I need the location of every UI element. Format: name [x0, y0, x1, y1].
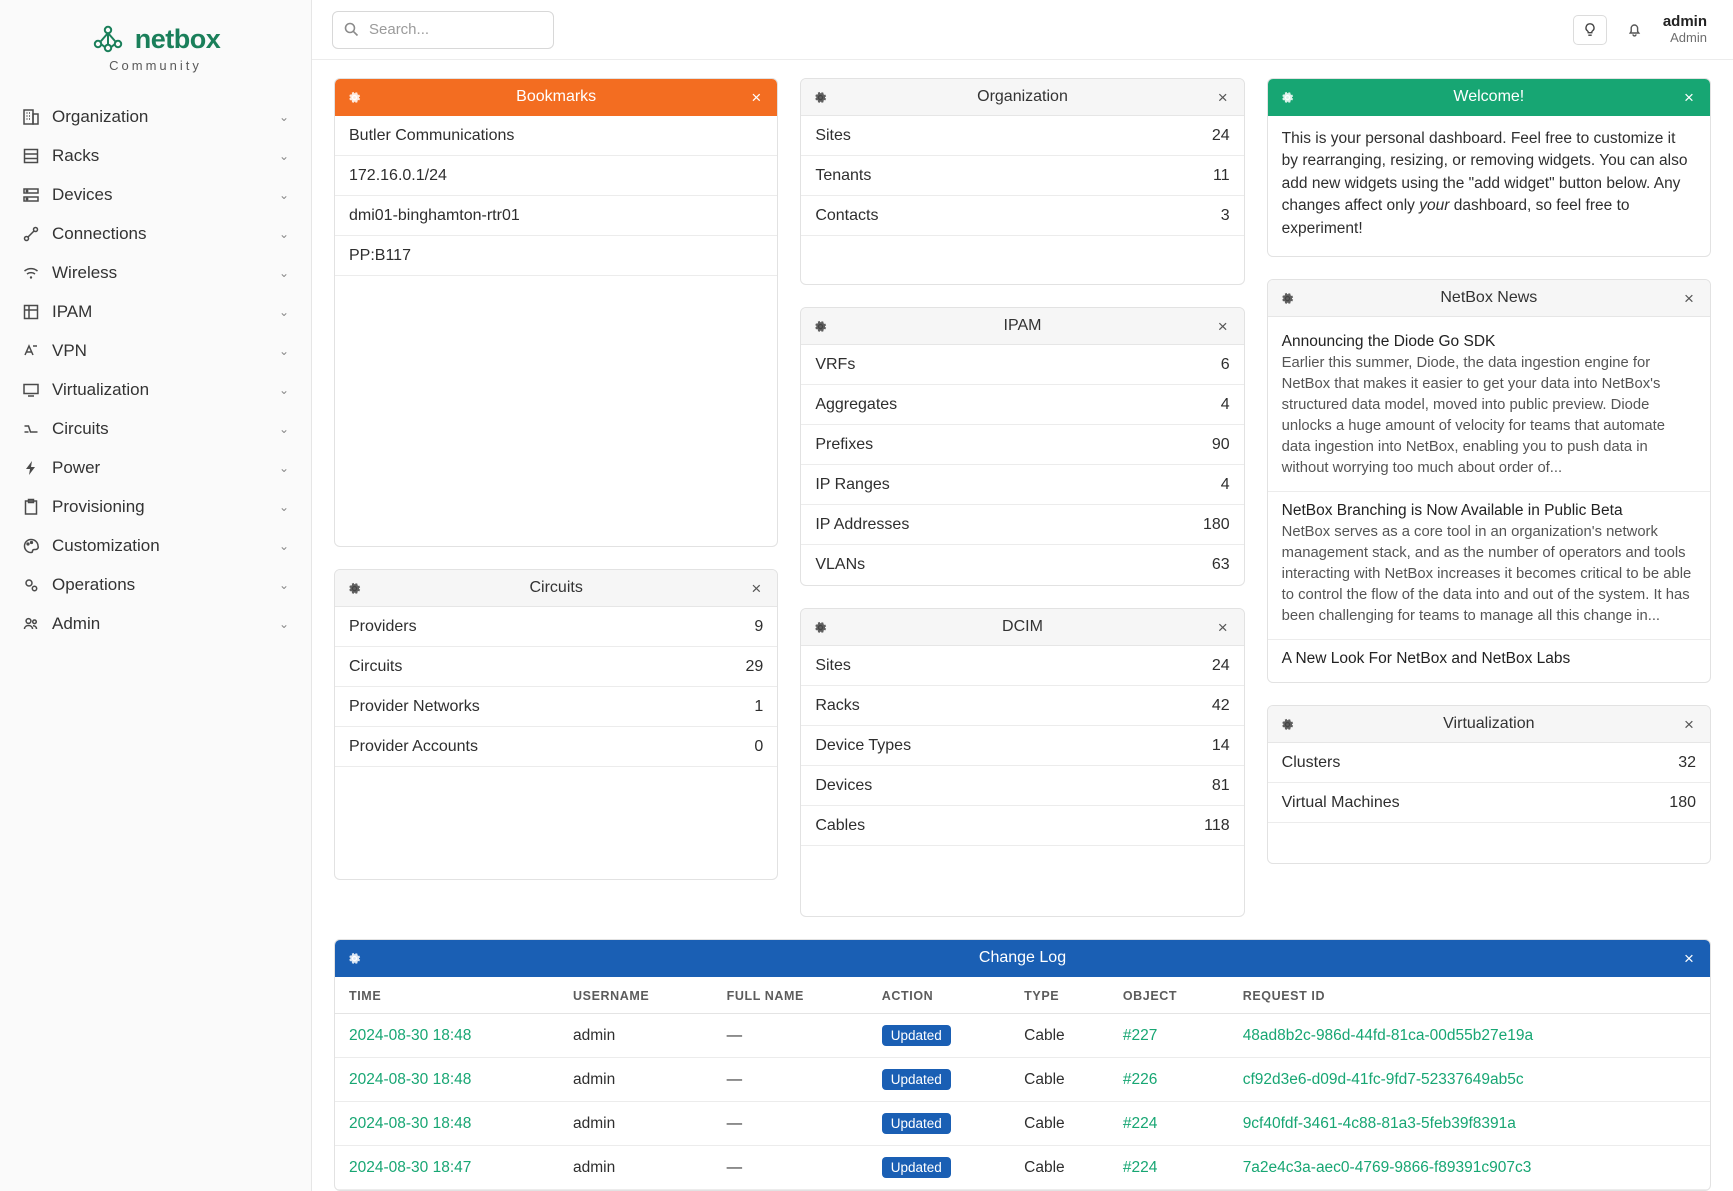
stat-value: 42: [1211, 696, 1230, 714]
stat-row[interactable]: [801, 385, 1243, 425]
changelog-time[interactable]: 2024-08-30 18:47: [349, 1158, 472, 1176]
stat-value: 0: [754, 737, 764, 755]
stat-value: 4: [1220, 475, 1230, 493]
stat-label: Aggregates: [815, 395, 898, 413]
widget-title: Organization: [977, 88, 1068, 105]
changelog-type: Cable: [1010, 1014, 1109, 1058]
stat-label: Prefixes: [815, 435, 874, 453]
bookmark-label: Butler Communications: [349, 126, 515, 144]
stat-value: 180: [1669, 793, 1696, 811]
search-input[interactable]: [332, 11, 554, 49]
changelog-username: admin: [559, 1014, 713, 1058]
column-header-action[interactable]: ACTION: [868, 977, 1010, 1014]
sidebar-item-label: Wireless: [52, 262, 118, 282]
users-icon: [18, 615, 44, 633]
stat-row[interactable]: [335, 727, 777, 767]
palette-icon: [18, 537, 44, 555]
cogs-icon: [18, 576, 44, 594]
bookmark-label: 172.16.0.1/24: [349, 166, 447, 184]
brand-subtitle: Community: [109, 58, 202, 73]
sidebar-item-label: VPN: [52, 340, 87, 360]
stat-value: 14: [1211, 736, 1230, 754]
close-icon[interactable]: ×: [751, 87, 762, 107]
changelog-request-id[interactable]: 7a2e4c3a-aec0-4769-9866-f89391c907c3: [1242, 1158, 1532, 1176]
stat-label: Provider Accounts: [349, 737, 478, 755]
welcome-text-part2: dashboard, so feel free to experiment!: [1281, 197, 1630, 237]
widget-ipam: [800, 307, 1244, 586]
list-item[interactable]: [335, 196, 777, 236]
stat-row[interactable]: [1268, 783, 1710, 823]
dashboard-column-3: [1267, 78, 1711, 864]
chevron-down-icon: ⌄: [278, 343, 289, 358]
welcome-text: [1268, 116, 1710, 256]
sidebar-item-label: Power: [52, 457, 101, 477]
chevron-down-icon: ⌄: [278, 382, 289, 397]
stat-label: IP Ranges: [815, 475, 890, 493]
stat-label: Device Types: [815, 736, 912, 754]
close-icon[interactable]: ×: [1684, 948, 1694, 968]
sidebar-item-operations[interactable]: [0, 565, 311, 604]
bookmark-list: [335, 116, 777, 546]
sidebar-item-vpn[interactable]: [0, 331, 311, 370]
dashboard-column-2: [800, 78, 1244, 917]
sidebar-item-label: Virtualization: [52, 379, 150, 399]
changelog-time[interactable]: 2024-08-30 18:48: [349, 1114, 472, 1132]
bookmark-label: dmi01-binghamton-rtr01: [349, 206, 520, 224]
stat-row[interactable]: [801, 465, 1243, 505]
connections-icon: [18, 225, 44, 243]
column-header-request-id[interactable]: REQUEST ID: [1229, 977, 1710, 1014]
main-area: [312, 0, 1733, 1191]
stat-row[interactable]: [801, 646, 1243, 686]
stat-row[interactable]: [801, 726, 1243, 766]
news-item[interactable]: [1268, 640, 1710, 682]
widget-header: [1268, 280, 1710, 317]
widget-title: DCIM: [1002, 618, 1043, 635]
widget-title: Virtualization: [1443, 715, 1535, 733]
sidebar-item-provisioning[interactable]: [0, 487, 311, 526]
column-header-fullname[interactable]: FULL NAME: [713, 977, 868, 1014]
stat-row[interactable]: [335, 687, 777, 727]
stat-label: Provider Networks: [349, 697, 480, 715]
sidebar-item-circuits[interactable]: [0, 409, 311, 448]
status-badge: Updated: [882, 1069, 951, 1090]
widget-title: Welcome!: [1453, 88, 1525, 105]
chevron-down-icon: ⌄: [278, 187, 289, 202]
gear-icon[interactable]: [347, 90, 365, 105]
stat-row[interactable]: [801, 425, 1243, 465]
monitor-icon: [18, 381, 44, 399]
user-name: admin: [1662, 13, 1707, 31]
table-row[interactable]: [335, 1146, 1710, 1190]
server-icon: [18, 186, 44, 204]
sidebar-item-label: Devices: [52, 184, 113, 204]
status-badge: Updated: [882, 1113, 951, 1134]
stat-row[interactable]: [801, 345, 1243, 385]
widget-title: Change Log: [978, 949, 1067, 966]
news-text: NetBox serves as a core tool in an organization's network management stack, and as the number of operators and tools interacting with NetBox increases it becomes critical to be able to control the flow of the data into and out of the system. It has been challenging for teams to manage all this change in...: [1281, 524, 1692, 625]
widget-virtualization: [1267, 705, 1711, 864]
sidebar-item-label: Customization: [52, 535, 160, 555]
welcome-text-emphasis: your: [1419, 197, 1450, 215]
table-row[interactable]: [335, 1102, 1710, 1146]
stat-row[interactable]: [801, 545, 1243, 585]
stat-row[interactable]: [335, 647, 777, 687]
stat-row[interactable]: [801, 686, 1243, 726]
changelog-fullname: —: [713, 1014, 868, 1058]
widget-circuits: [334, 569, 778, 880]
chevron-down-icon: ⌄: [278, 616, 289, 631]
brand[interactable]: [0, 10, 311, 91]
stat-value: 63: [1211, 556, 1230, 573]
widget-header: [801, 308, 1243, 345]
bell-icon: [1626, 21, 1643, 38]
stat-label: Sites: [815, 656, 851, 674]
column-header-username[interactable]: USERNAME: [559, 977, 713, 1014]
chevron-down-icon: ⌄: [278, 460, 289, 475]
stat-value: 11: [1213, 166, 1230, 184]
stat-label: VLANs: [815, 556, 866, 573]
changelog-type: Cable: [1010, 1102, 1109, 1146]
news-list: [1268, 317, 1710, 682]
widget-netbox-news: [1267, 279, 1711, 683]
stats-list: [801, 345, 1243, 585]
stat-row[interactable]: [801, 156, 1243, 196]
stat-value: 180: [1202, 515, 1230, 533]
close-icon[interactable]: ×: [1684, 87, 1694, 107]
changelog-object[interactable]: #224: [1122, 1158, 1158, 1176]
changelog-object[interactable]: #226: [1122, 1070, 1158, 1088]
chevron-down-icon: ⌄: [278, 148, 289, 163]
widget-organization: [800, 78, 1244, 285]
widget-bookmarks: [334, 78, 778, 547]
sidebar-item-ipam[interactable]: [0, 292, 311, 331]
sidebar-item-racks[interactable]: [0, 136, 311, 175]
changelog-request-id[interactable]: 48ad8b2c-986d-44fd-81ca-00d55b27e19a: [1242, 1026, 1534, 1044]
widget-changelog: [334, 939, 1711, 1191]
stat-value: 1: [754, 697, 764, 715]
gear-icon[interactable]: [813, 90, 831, 105]
sidebar: [0, 0, 312, 1191]
sidebar-item-label: Racks: [52, 145, 100, 165]
stat-row[interactable]: [801, 116, 1243, 156]
stat-value: 90: [1211, 435, 1230, 453]
widget-header: [801, 609, 1243, 646]
user-role: Admin: [1670, 29, 1707, 45]
stat-row[interactable]: [801, 766, 1243, 806]
changelog-request-id[interactable]: cf92d3e6-d09d-41fc-9fd7-52337649ab5c: [1242, 1070, 1524, 1088]
stat-value: 118: [1204, 816, 1230, 834]
stat-value: 9: [754, 617, 764, 635]
changelog-time[interactable]: 2024-08-30 18:48: [349, 1070, 472, 1088]
chevron-down-icon: ⌄: [278, 226, 289, 241]
changelog-username: admin: [559, 1102, 713, 1146]
changelog-fullname: —: [713, 1102, 868, 1146]
notifications-button[interactable]: [1621, 16, 1649, 44]
dashboard-column-1: [334, 78, 778, 880]
close-icon[interactable]: ×: [751, 578, 762, 598]
sidebar-nav: [0, 97, 311, 643]
stat-value: 3: [1220, 206, 1230, 224]
widget-title: Bookmarks: [516, 88, 597, 105]
welcome-text-part1: This is your personal dashboard. Feel free to customize it by rearranging, resizing, or removing widgets. You can also add new widgets using the "add widget" button below. Any changes affect only: [1281, 130, 1688, 215]
table-row[interactable]: [335, 1058, 1710, 1102]
news-item[interactable]: [1268, 492, 1710, 640]
gear-icon[interactable]: [813, 620, 831, 635]
stat-label: Clusters: [1281, 753, 1341, 771]
news-text: Earlier this summer, Diode, the data ingestion engine for NetBox that makes it easier to get your data into NetBox's structured data model, moved into public preview. Diode unlocks a huge amount of velocity for teams that automate data ingestion into NetBox, enabling you to push data in without worrying too much about order of...: [1281, 355, 1665, 477]
user-menu[interactable]: [1663, 13, 1711, 45]
search-box[interactable]: [332, 11, 554, 49]
chevron-down-icon: ⌄: [278, 538, 289, 553]
close-icon[interactable]: ×: [1217, 617, 1228, 637]
news-item[interactable]: [1268, 323, 1710, 492]
sidebar-item-label: Operations: [52, 574, 136, 594]
sidebar-item-organization[interactable]: [0, 97, 311, 136]
changelog-object[interactable]: #227: [1122, 1026, 1158, 1044]
stats-list: [801, 646, 1243, 916]
stat-value: 4: [1220, 395, 1230, 413]
ipam-icon: [18, 303, 44, 321]
news-title: Announcing the Diode Go SDK: [1281, 333, 1496, 351]
changelog-fullname: —: [713, 1058, 868, 1102]
gear-icon[interactable]: [813, 319, 831, 334]
rack-icon: [18, 147, 44, 165]
chevron-down-icon: ⌄: [278, 109, 289, 124]
changelog-time[interactable]: 2024-08-30 18:48: [349, 1026, 472, 1044]
widget-title: IPAM: [1003, 317, 1042, 334]
column-header-type[interactable]: TYPE: [1010, 977, 1109, 1014]
sidebar-item-power[interactable]: [0, 448, 311, 487]
sidebar-item-devices[interactable]: [0, 175, 311, 214]
sidebar-item-customization[interactable]: [0, 526, 311, 565]
changelog-request-id[interactable]: 9cf40fdf-3461-4c88-81a3-5feb39f8391a: [1242, 1114, 1516, 1132]
widget-header: [335, 79, 777, 116]
stat-row[interactable]: [801, 505, 1243, 545]
gear-icon[interactable]: [347, 581, 365, 596]
netbox-logo-icon: [91, 22, 125, 56]
chevron-down-icon: ⌄: [278, 421, 289, 436]
theme-toggle-button[interactable]: [1573, 15, 1607, 45]
vpn-icon: [18, 342, 44, 360]
stat-label: Devices: [815, 776, 873, 794]
stat-label: Contacts: [815, 206, 879, 224]
power-icon: [18, 459, 44, 477]
changelog-type: Cable: [1010, 1146, 1109, 1190]
stat-label: Sites: [815, 126, 851, 144]
sidebar-item-label: Organization: [52, 106, 149, 126]
building-icon: [18, 108, 44, 126]
stats-list: [801, 116, 1243, 284]
close-icon[interactable]: ×: [1217, 316, 1228, 336]
stats-list: [1268, 743, 1710, 863]
stat-row[interactable]: [801, 806, 1243, 846]
table-row[interactable]: [335, 1014, 1710, 1058]
list-item[interactable]: [335, 236, 777, 276]
column-header-time[interactable]: TIME: [335, 977, 559, 1014]
stat-value: 81: [1211, 776, 1230, 794]
stat-row[interactable]: [335, 607, 777, 647]
status-badge: Updated: [882, 1157, 951, 1178]
stat-row[interactable]: [801, 196, 1243, 236]
sidebar-item-label: Connections: [52, 223, 147, 243]
status-badge: Updated: [882, 1025, 951, 1046]
gear-icon[interactable]: [1280, 90, 1298, 105]
sidebar-item-connections[interactable]: [0, 214, 311, 253]
clipboard-icon: [18, 498, 44, 516]
brand-name: netbox: [134, 23, 221, 54]
column-header-object[interactable]: OBJECT: [1109, 977, 1229, 1014]
widget-title: NetBox News: [1440, 289, 1538, 307]
stat-label: Tenants: [815, 166, 872, 184]
changelog-type: Cable: [1010, 1058, 1109, 1102]
wifi-icon: [18, 264, 44, 282]
dashboard-grid: [312, 60, 1733, 917]
stat-label: Circuits: [349, 657, 403, 675]
stat-label: Racks: [815, 696, 860, 714]
bookmark-label: PP:B117: [349, 246, 411, 264]
chevron-down-icon: ⌄: [278, 577, 289, 592]
chevron-down-icon: ⌄: [278, 265, 289, 280]
stat-label: Providers: [349, 617, 417, 635]
widget-header: [1268, 79, 1710, 116]
top-bar: [312, 0, 1733, 60]
widget-header: [1268, 706, 1710, 743]
sidebar-item-label: Provisioning: [52, 496, 145, 516]
circuits-icon: [18, 420, 44, 438]
changelog-object[interactable]: #224: [1122, 1114, 1158, 1132]
list-item[interactable]: [335, 116, 777, 156]
stat-label: VRFs: [815, 355, 856, 373]
sidebar-item-wireless[interactable]: [0, 253, 311, 292]
stat-label: IP Addresses: [815, 515, 910, 533]
close-icon[interactable]: ×: [1684, 714, 1694, 734]
changelog-username: admin: [559, 1058, 713, 1102]
changelog-table: [335, 977, 1710, 1190]
news-title: NetBox Branching is Now Available in Public Beta: [1281, 502, 1623, 520]
close-icon[interactable]: ×: [1217, 87, 1228, 107]
stat-value: 32: [1678, 753, 1696, 771]
widget-welcome: [1267, 78, 1711, 257]
stat-value: 29: [745, 657, 764, 675]
changelog-fullname: —: [713, 1146, 868, 1190]
sidebar-item-label: IPAM: [52, 301, 93, 321]
sidebar-item-admin[interactable]: [0, 604, 311, 643]
stats-list: [335, 607, 777, 879]
widget-header: [335, 940, 1710, 977]
chevron-down-icon: ⌄: [278, 499, 289, 514]
sidebar-item-label: Circuits: [52, 418, 109, 438]
sidebar-item-virtualization[interactable]: [0, 370, 311, 409]
gear-icon[interactable]: [347, 951, 365, 966]
gear-icon[interactable]: [1280, 291, 1298, 306]
list-item[interactable]: [335, 156, 777, 196]
changelog-wrapper: [312, 917, 1733, 1191]
widget-header: [801, 79, 1243, 116]
table-header-row: [335, 977, 1710, 1014]
widget-dcim: [800, 608, 1244, 917]
stat-value: 24: [1211, 656, 1230, 674]
stat-label: Cables: [815, 816, 866, 834]
sidebar-item-label: Admin: [52, 613, 101, 633]
chevron-down-icon: ⌄: [278, 304, 289, 319]
news-title: A New Look For NetBox and NetBox Labs: [1281, 650, 1571, 668]
changelog-username: admin: [559, 1146, 713, 1190]
stat-label: Virtual Machines: [1281, 793, 1400, 811]
top-bar-right: [1573, 13, 1711, 45]
widget-header: [335, 570, 777, 607]
stat-value: 24: [1211, 126, 1230, 144]
widget-title: Circuits: [529, 579, 583, 596]
gear-icon[interactable]: [1280, 717, 1298, 732]
stat-value: 6: [1220, 355, 1230, 373]
stat-row[interactable]: [1268, 743, 1710, 783]
search-icon: [343, 21, 359, 37]
close-icon[interactable]: ×: [1684, 288, 1694, 308]
lightbulb-icon: [1582, 22, 1598, 38]
